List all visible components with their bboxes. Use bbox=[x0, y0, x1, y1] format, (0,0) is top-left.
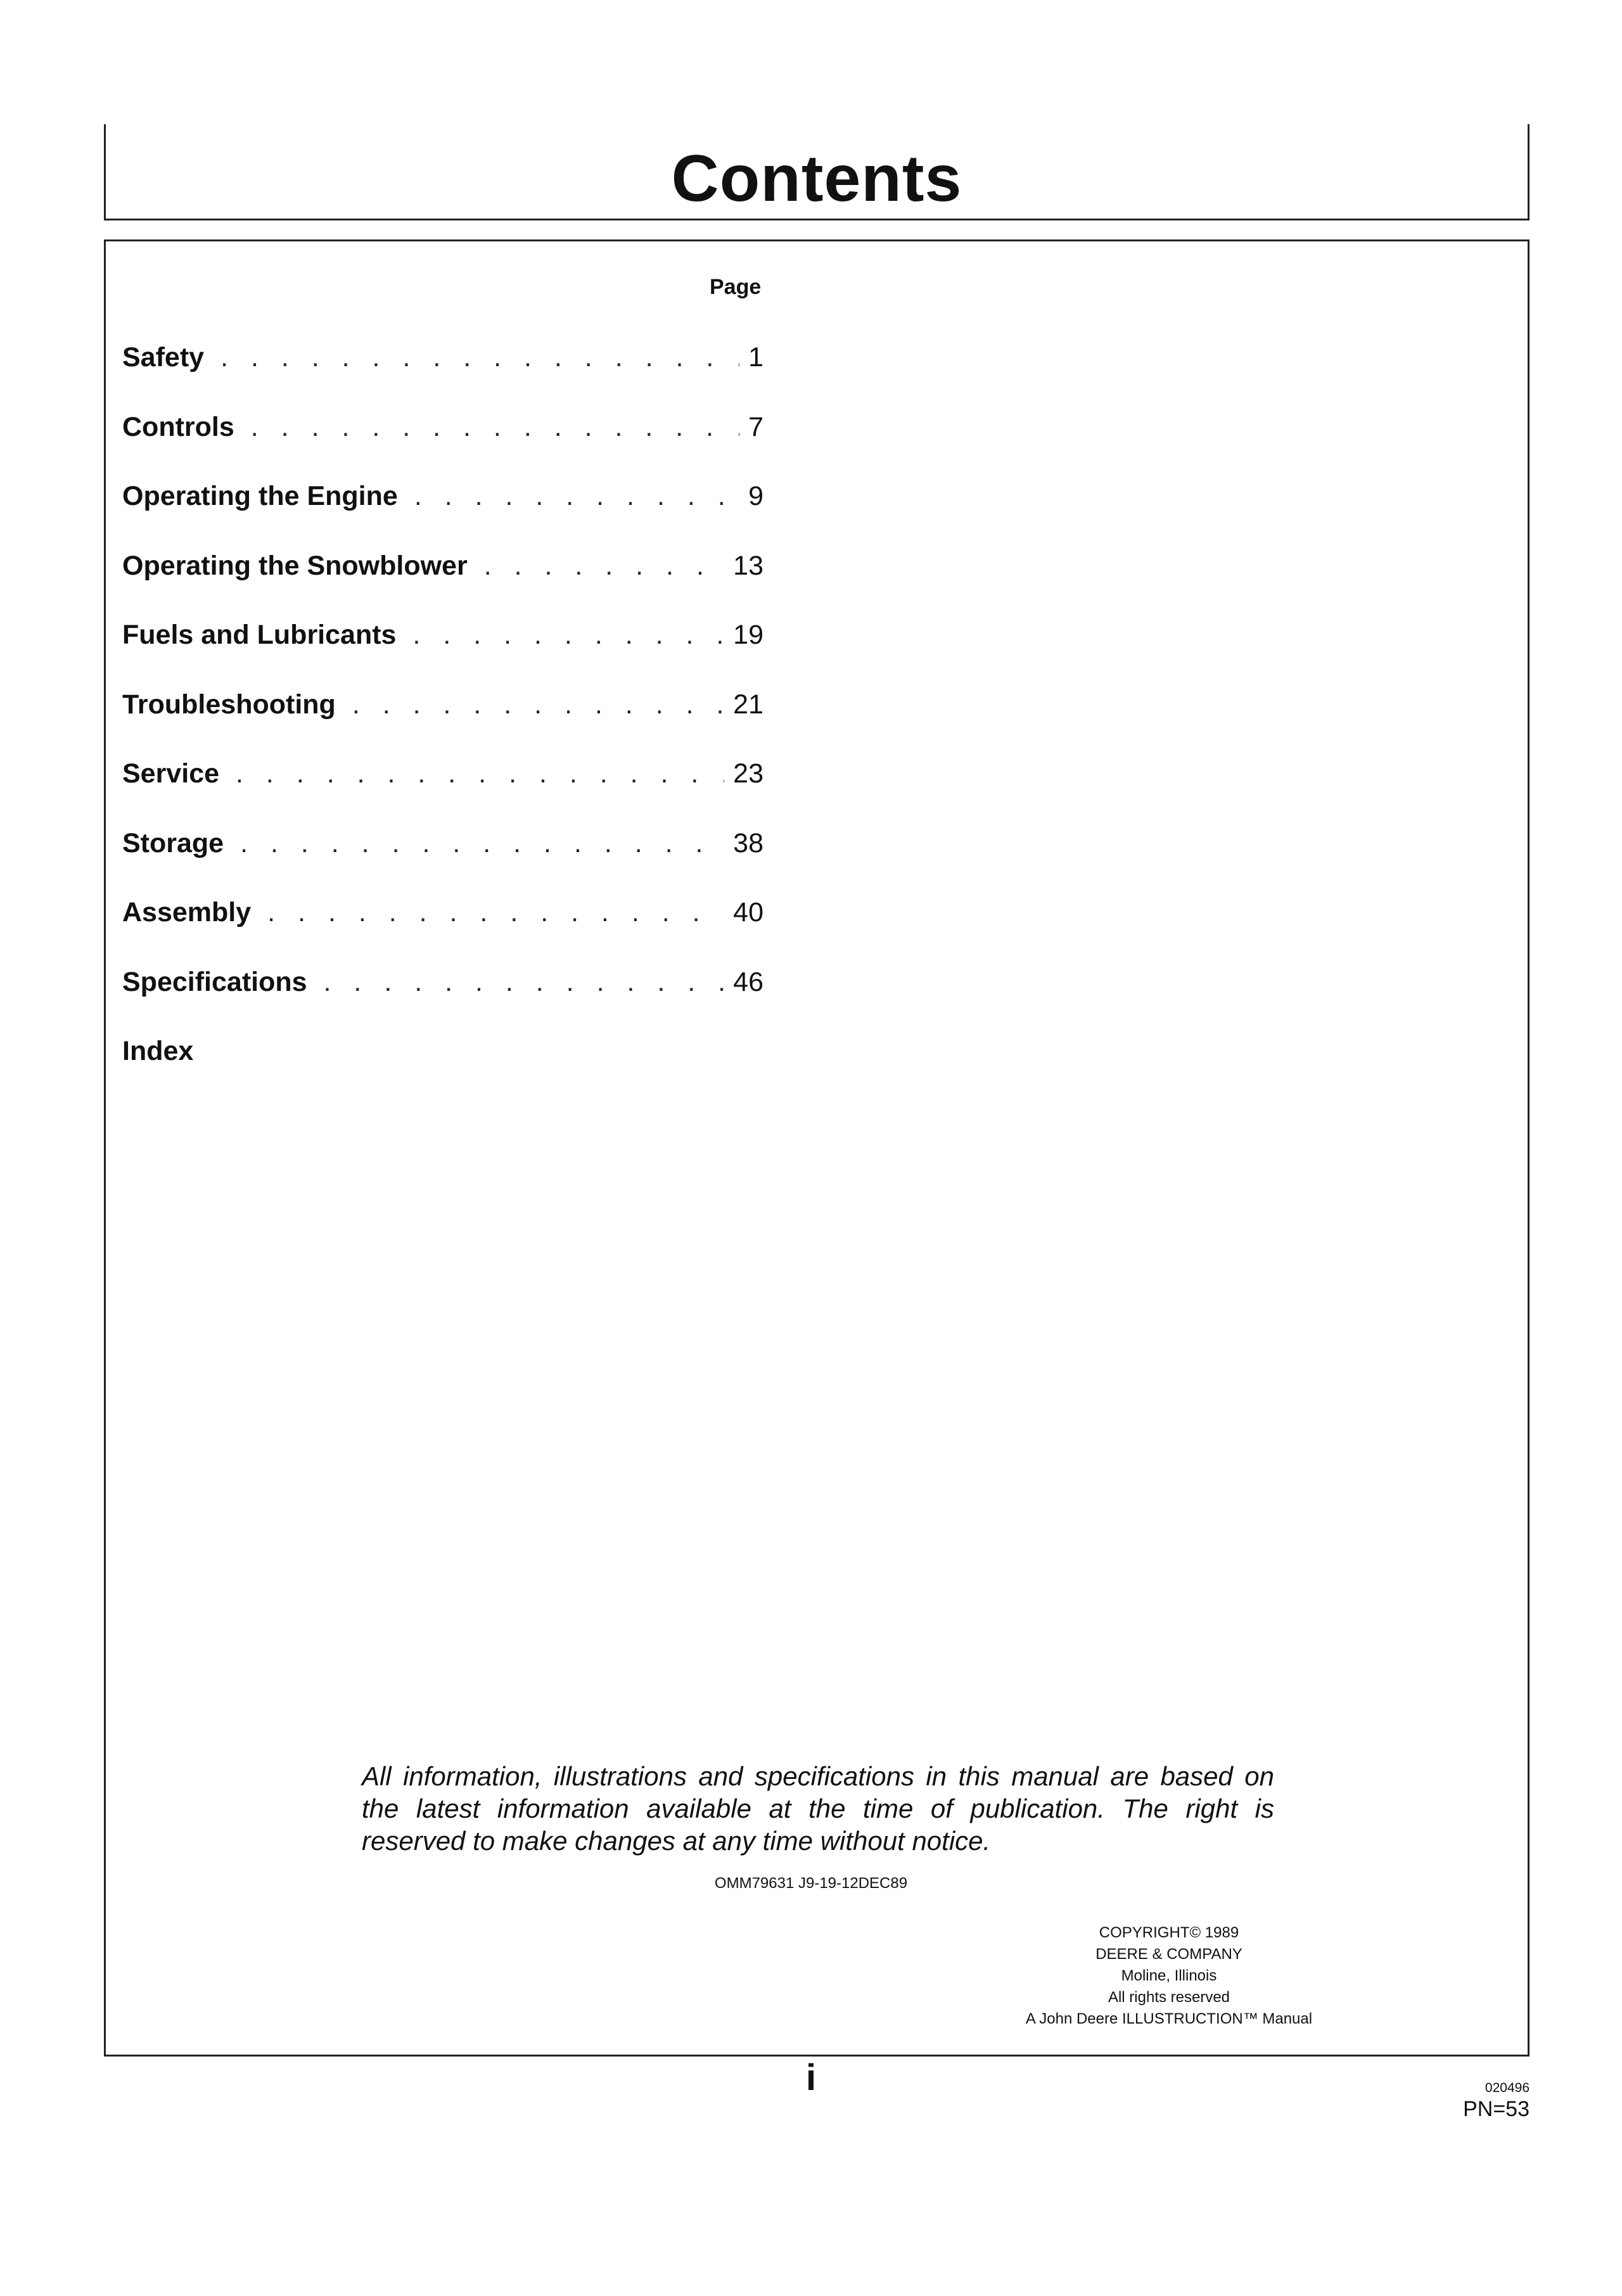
dot-leader bbox=[484, 551, 724, 582]
dot-leader bbox=[414, 481, 739, 512]
toc-entry-label: Service bbox=[122, 758, 220, 789]
toc-entry-label: Operating the Engine bbox=[122, 481, 398, 511]
toc-entry-operating-the-engine[interactable] bbox=[122, 481, 763, 551]
toc-entry-operating-the-snowblower[interactable] bbox=[122, 551, 763, 620]
page-number: i bbox=[805, 2057, 817, 2098]
copyright-line: A John Deere ILLUSTRUCTION™ Manual bbox=[1025, 2010, 1313, 2027]
toc-entry-specifications[interactable] bbox=[122, 967, 763, 1036]
toc-entry-assembly[interactable] bbox=[122, 897, 763, 967]
toc-entry-index[interactable] bbox=[122, 1036, 763, 1106]
toc-entry-page: 1 bbox=[748, 342, 763, 373]
dot-leader bbox=[220, 342, 739, 373]
dot-leader bbox=[412, 620, 724, 651]
toc-entry-page: 19 bbox=[733, 620, 763, 650]
table-of-contents bbox=[122, 342, 763, 1106]
copyright-line: DEERE & COMPANY bbox=[1095, 1946, 1242, 1963]
toc-entry-label: Controls bbox=[122, 411, 234, 442]
toc-entry-fuels-and-lubricants[interactable] bbox=[122, 620, 763, 689]
document-code: OMM79631 J9-19-12DEC89 bbox=[714, 1875, 908, 1892]
toc-entry-page: 23 bbox=[733, 758, 763, 789]
page-title: Contents bbox=[671, 142, 962, 215]
toc-entry-label: Operating the Snowblower bbox=[122, 550, 468, 581]
toc-entry-troubleshooting[interactable] bbox=[122, 689, 763, 759]
toc-entry-storage[interactable] bbox=[122, 828, 763, 898]
copyright-line: Moline, Illinois bbox=[1121, 1967, 1217, 1984]
copyright-line: COPYRIGHT© 1989 bbox=[1099, 1924, 1239, 1941]
copyright-block bbox=[988, 1922, 1350, 2030]
toc-entry-label: Troubleshooting bbox=[122, 689, 336, 720]
toc-entry-service[interactable] bbox=[122, 758, 763, 828]
toc-entry-safety[interactable] bbox=[122, 342, 763, 412]
dot-leader bbox=[240, 828, 724, 859]
toc-entry-page: 9 bbox=[748, 481, 763, 511]
copyright-line: All rights reserved bbox=[1108, 1989, 1230, 2006]
doc-number: 020496 bbox=[1485, 2081, 1529, 2095]
toc-entry-label: Assembly bbox=[122, 897, 252, 928]
part-number: PN=53 bbox=[1463, 2097, 1529, 2121]
toc-entry-page: 21 bbox=[733, 689, 763, 720]
toc-entry-page: 38 bbox=[733, 827, 763, 858]
toc-entry-controls[interactable] bbox=[122, 412, 763, 482]
dot-leader bbox=[324, 967, 725, 998]
toc-entry-page: 40 bbox=[733, 897, 763, 928]
page-column-label: Page bbox=[710, 275, 762, 299]
toc-entry-label: Specifications bbox=[122, 966, 307, 997]
toc-entry-page: 13 bbox=[733, 550, 763, 581]
toc-entry-page: 7 bbox=[748, 411, 763, 442]
toc-entry-label: Index bbox=[122, 1036, 194, 1066]
title-frame bbox=[104, 124, 1529, 220]
disclaimer-notice: All information, illustrations and specifications in this manual are based on the latest information available at the time of publication. The right is reserved to make changes at any time without notice. bbox=[362, 1761, 1274, 1856]
dot-leader bbox=[267, 897, 724, 928]
toc-entry-label: Fuels and Lubricants bbox=[122, 620, 397, 650]
dot-leader bbox=[236, 758, 724, 789]
toc-entry-label: Safety bbox=[122, 342, 205, 373]
toc-entry-page: 46 bbox=[733, 966, 763, 997]
dot-leader bbox=[352, 689, 724, 720]
dot-leader bbox=[251, 412, 739, 443]
toc-entry-label: Storage bbox=[122, 827, 224, 858]
